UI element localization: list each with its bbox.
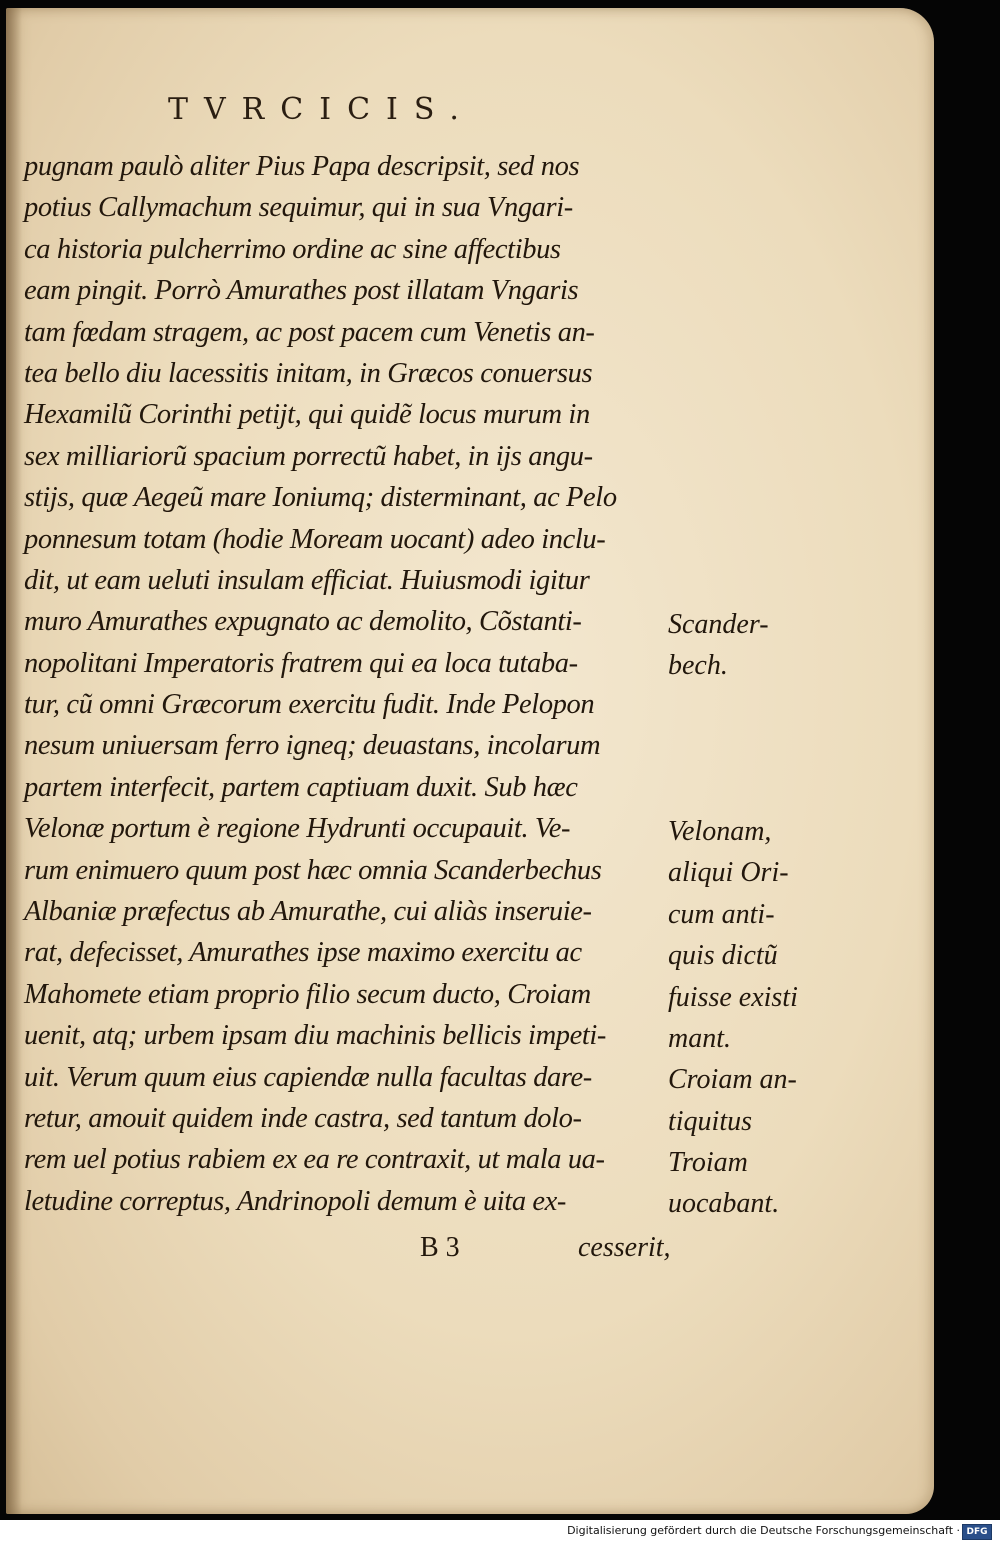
- text-line: Mahomete etiam proprio filio secum ducto, Croiam: [24, 978, 591, 1010]
- text-line: ca historia pulcherrimo ordine ac sine affectibus: [24, 233, 561, 265]
- text-line: letudine correptus, Andrinopoli demum è uita ex-: [24, 1185, 566, 1217]
- text-line: partem interfecit, partem captiuam duxit. Sub hæc: [24, 771, 578, 803]
- margin-note-line: uocabant.: [668, 1188, 780, 1220]
- text-line: Velonæ portum è regione Hydrunti occupauit. Ve-: [24, 813, 571, 845]
- text-line: rem uel potius rabiem ex ea re contraxit, ut mala ua-: [24, 1144, 605, 1176]
- margin-note-line: quis dictũ: [668, 940, 778, 972]
- text-line: uit. Verum quum eius capiendæ nulla facultas dare-: [24, 1061, 592, 1093]
- body-text: [24, 146, 684, 1222]
- text-line: tea bello diu lacessitis initam, in Græcos conuersus: [24, 357, 593, 389]
- text-line: tur, cũ omni Græcorum exercitu fudit. Inde Pelopon: [24, 689, 595, 721]
- text-line: muro Amurathes expugnato ac demolito, Cõstanti-: [24, 606, 582, 638]
- margin-note-line: bech.: [668, 650, 728, 682]
- text-line: dit, ut eam ueluti insulam efficiat. Huiusmodi igitur: [24, 564, 590, 596]
- catchword: cesserit,: [578, 1232, 671, 1263]
- text-line: uenit, atq; urbem ipsam diu machinis bellicis impeti-: [24, 1020, 606, 1052]
- margin-note-line: Velonam,: [668, 815, 772, 847]
- text-line: eam pingit. Porrò Amurathes post illatam Vngaris: [24, 275, 579, 307]
- text-line: pugnam paulò aliter Pius Papa descripsit, sed nos: [24, 151, 580, 182]
- text-line: stijs, quæ Aegeũ mare Ioniumq; disterminant, ac Pelo: [24, 482, 617, 514]
- text-line: nesum uniuersam ferro igneq; deuastans, incolarum: [24, 730, 601, 762]
- text-line: rum enimuero quum post hæc omnia Scanderbechus: [24, 854, 602, 886]
- text-line: potius Callymachum sequimur, qui in sua Vngari-: [24, 192, 573, 224]
- margin-note-line: [668, 770, 868, 811]
- text-line: nopolitani Imperatoris fratrem qui ea loca tutaba-: [24, 647, 578, 679]
- margin-note-line: tiquitus: [668, 1105, 753, 1137]
- text-line: sex milliariorũ spacium porrectũ habet, in ijs angu-: [24, 440, 593, 472]
- funding-credit: Digitalisierung gefördert durch die Deutsche Forschungsgemeinschaft ·: [567, 1524, 960, 1537]
- margin-note-line: mant.: [668, 1022, 731, 1054]
- margin-note-line: cum anti-: [668, 898, 775, 930]
- page-gutter-shadow: [6, 8, 22, 1514]
- signature-mark: B 3: [420, 1232, 460, 1263]
- text-line: Hexamilũ Corinthi petijt, qui quidẽ locus murum in: [24, 399, 590, 431]
- margin-notes: [668, 604, 868, 1225]
- margin-note-line: fuisse existi: [668, 981, 798, 1013]
- dfg-logo-text: DFG: [966, 1527, 988, 1537]
- margin-note-line: [668, 728, 868, 769]
- text-line: rat, defecisset, Amurathes ipse maximo exercitu ac: [24, 937, 582, 969]
- text-line: Albaniæ præfectus ab Amurathe, cui aliàs inseruie-: [24, 896, 592, 928]
- footer-bar: [0, 1520, 1000, 1543]
- dfg-logo: [962, 1524, 992, 1540]
- margin-note-line: aliqui Ori-: [668, 857, 789, 889]
- text-line: retur, amouit quidem inde castra, sed tantum dolo-: [24, 1102, 582, 1134]
- text-line: tam fœdam stragem, ac post pacem cum Venetis an-: [24, 316, 595, 348]
- margin-note-line: [668, 687, 868, 728]
- margin-note-line: Troiam: [668, 1147, 748, 1179]
- running-header: TVRCICIS.: [168, 92, 475, 127]
- text-line: ponnesum totam (hodie Moream uocant) adeo inclu-: [24, 523, 606, 555]
- margin-note-line: Scander-: [668, 609, 769, 640]
- margin-note-line: Croiam an-: [668, 1064, 797, 1096]
